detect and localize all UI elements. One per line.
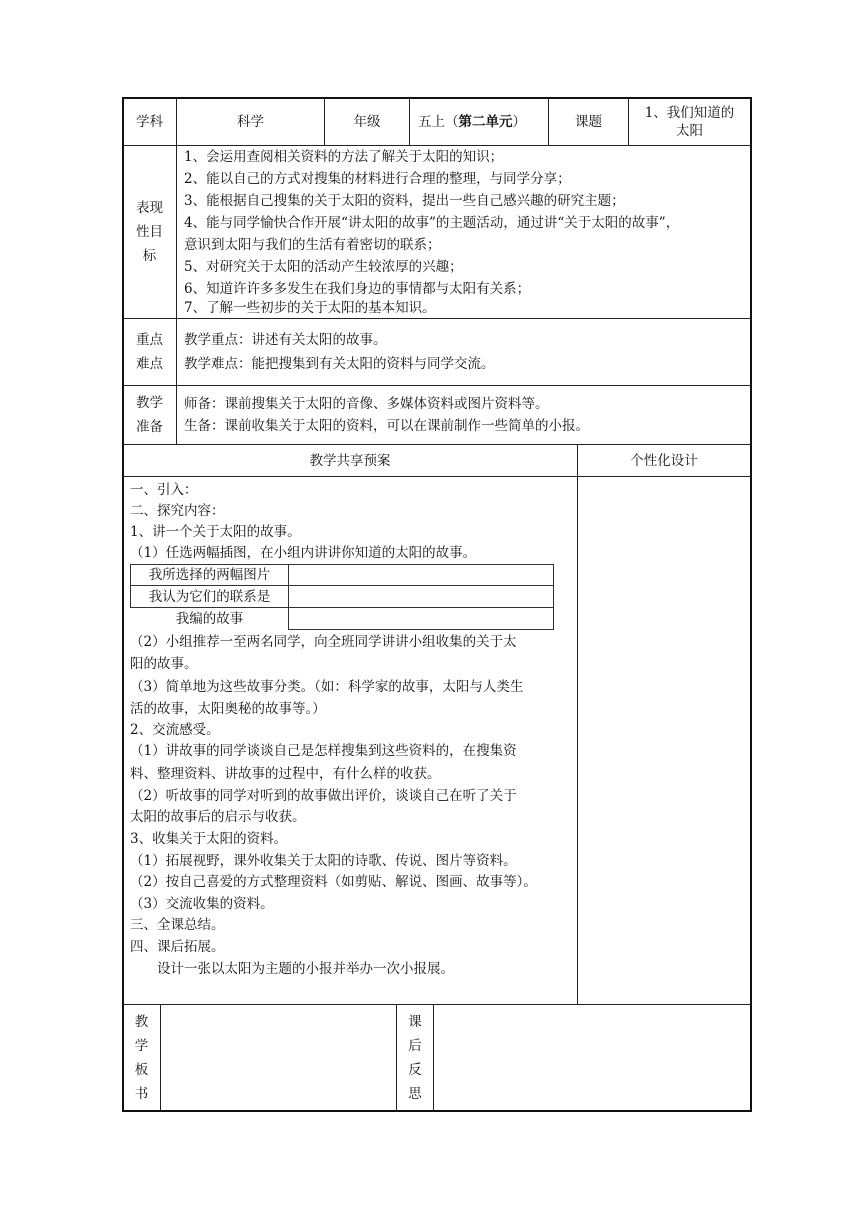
reflection-label-char: 课 (408, 1014, 422, 1030)
plan-line: （3）交流收集的资料。 (130, 896, 274, 912)
goals-label-line: 标 (142, 248, 157, 264)
personal-design-area[interactable] (578, 477, 750, 1004)
preparation-item: 师备：课前搜集关于太阳的音像、多媒体资料或图片资料等。 (184, 396, 549, 412)
board-content-area[interactable] (161, 1005, 396, 1110)
plan-line: 2、交流感受。 (130, 722, 220, 738)
preparation-label (123, 391, 176, 439)
board-label (123, 1010, 160, 1106)
plan-line: 1、讲一个关于太阳的故事。 (130, 524, 301, 540)
reflection-content-area[interactable] (434, 1005, 750, 1110)
key-points-label-line: 重点 (136, 332, 163, 348)
key-points-label (123, 328, 176, 376)
goals-label-line: 表现 (136, 200, 163, 216)
plan-line: （1）拓展视野，课外收集关于太阳的诗歌、传说、图片等资料。 (130, 853, 517, 869)
goal-item: 2、能以自己的方式对搜集的材料进行合理的整理，与同学分享； (184, 171, 571, 187)
col-divider (176, 145, 177, 444)
plan-line: 太阳的故事后的启示与收获。 (130, 809, 306, 825)
grade-label: 年级 (353, 113, 381, 130)
reflection-label (397, 1010, 433, 1106)
story-table-value[interactable] (289, 565, 553, 585)
plan-line: 二、探究内容： (130, 503, 225, 519)
key-point-item: 教学难点：能把搜集到有关太阳的资料与同学交流。 (184, 356, 495, 372)
story-table-label: 我所选择的两幅图片 (148, 567, 271, 583)
grade-value-prefix: 五上（ (418, 113, 459, 130)
key-point-item: 教学重点：讲述有关太阳的故事。 (184, 332, 387, 348)
reflection-label-char: 思 (408, 1086, 422, 1102)
table-border-bottom (122, 1110, 752, 1112)
plan-line: （1）讲故事的同学谈谈自己是怎样搜集到这些资料的，在搜集资 (130, 743, 517, 759)
goals-label (123, 196, 176, 268)
plan-line: 一、引入： (130, 482, 198, 498)
plan-line: （2）按自己喜爱的方式整理资料（如剪贴、解说、图画、故事等）。 (130, 874, 537, 890)
plan-line: 料、整理资料、讲故事的过程中，有什么样的收获。 (130, 766, 441, 782)
plan-line: 四、课后拓展。 (130, 939, 225, 955)
reflection-label-char: 反 (408, 1062, 422, 1078)
board-label-char: 教 (134, 1014, 149, 1030)
board-label-char: 书 (134, 1086, 149, 1102)
table-border-right (750, 97, 752, 1112)
plan-line: （1）任选两幅插图，在小组内讲讲你知道的太阳的故事。 (130, 545, 477, 561)
plan-line: 活的故事，太阳奥秘的故事等。） (130, 701, 326, 717)
subject-value: 科学 (237, 113, 264, 130)
goal-item: 1、会运用查阅相关资料的方法了解关于太阳的知识； (184, 149, 504, 165)
topic-value (629, 98, 750, 145)
key-points-label-line: 难点 (136, 356, 163, 372)
topic-value-line: 1、我们知道的 (644, 104, 735, 121)
goal-item: 3、能根据自己搜集的关于太阳的资料，提出一些自己感兴趣的研究主题； (184, 193, 625, 209)
plan-line: 三、全课总结。 (130, 917, 225, 933)
goal-item: 7、了解一些初步的关于太阳的基本知识。 (184, 300, 436, 316)
story-table-label: 我编的故事 (175, 610, 244, 627)
preparation-item: 生备：课前收集关于太阳的资料，可以在课前制作一些简单的小报。 (184, 418, 589, 434)
plan-line: 阳的故事。 (130, 656, 198, 672)
personal-design-header: 个性化设计 (630, 452, 698, 469)
goal-item: 意识到太阳与我们的生活有着密切的联系； (184, 237, 441, 253)
plan-line: 设计一张以太阳为主题的小报并举办一次小报展。 (130, 961, 454, 977)
story-table-label: 我认为它们的联系是 (148, 588, 271, 605)
preparation-label-line: 教学 (136, 395, 163, 411)
goal-item: 6、知道许许多多发生在我们身边的事情都与太阳有关系； (184, 281, 531, 297)
board-label-char: 学 (134, 1038, 149, 1054)
story-table-value[interactable] (289, 586, 553, 607)
goal-item: 4、能与同学愉快合作开展“讲太阳的故事”的主题活动，通过讲“关于太阳的故事”， (184, 215, 680, 231)
plan-line: 3、收集关于太阳的资料。 (130, 831, 288, 847)
story-table-value[interactable] (289, 608, 553, 629)
story-table-line (553, 564, 554, 629)
plan-line: （2）小组推荐一至两名同学，向全班同学讲讲小组收集的关于太 (130, 634, 517, 650)
plan-line: （3）简单地为这些故事分类。（如：科学家的故事，太阳与人类生 (130, 679, 524, 695)
goal-item: 5、对研究关于太阳的活动产生较浓厚的兴趣； (184, 259, 463, 275)
shared-plan-header: 教学共享预案 (309, 452, 391, 469)
grade-value-unit: 第二单元 (458, 113, 513, 130)
preparation-label-line: 准备 (136, 419, 163, 435)
topic-label: 课题 (575, 113, 602, 130)
topic-value-line: 太阳 (676, 122, 703, 139)
goals-label-line: 性目 (136, 224, 163, 240)
row-divider (123, 385, 751, 386)
plan-line: （2）听故事的同学对听到的故事做出评价，谈谈自己在听了关于 (130, 788, 517, 804)
grade-value-suffix: ） (512, 113, 526, 130)
reflection-label-char: 后 (408, 1038, 422, 1054)
grade-value (410, 98, 548, 145)
board-label-char: 板 (134, 1062, 149, 1078)
subject-label: 学科 (136, 113, 163, 130)
story-table-line (288, 629, 554, 630)
